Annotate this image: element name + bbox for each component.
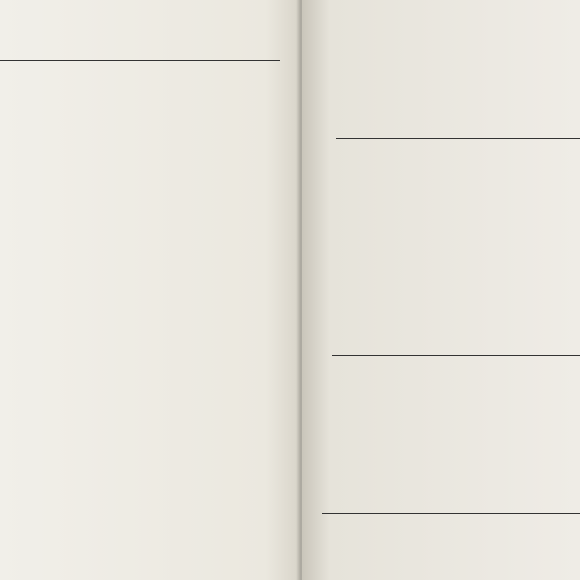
top-rule-left [0, 60, 280, 61]
right-page [302, 0, 580, 580]
rule-before-unit4 [322, 513, 580, 514]
rule-before-ch15 [336, 138, 580, 139]
rule-before-ch16 [332, 355, 580, 356]
